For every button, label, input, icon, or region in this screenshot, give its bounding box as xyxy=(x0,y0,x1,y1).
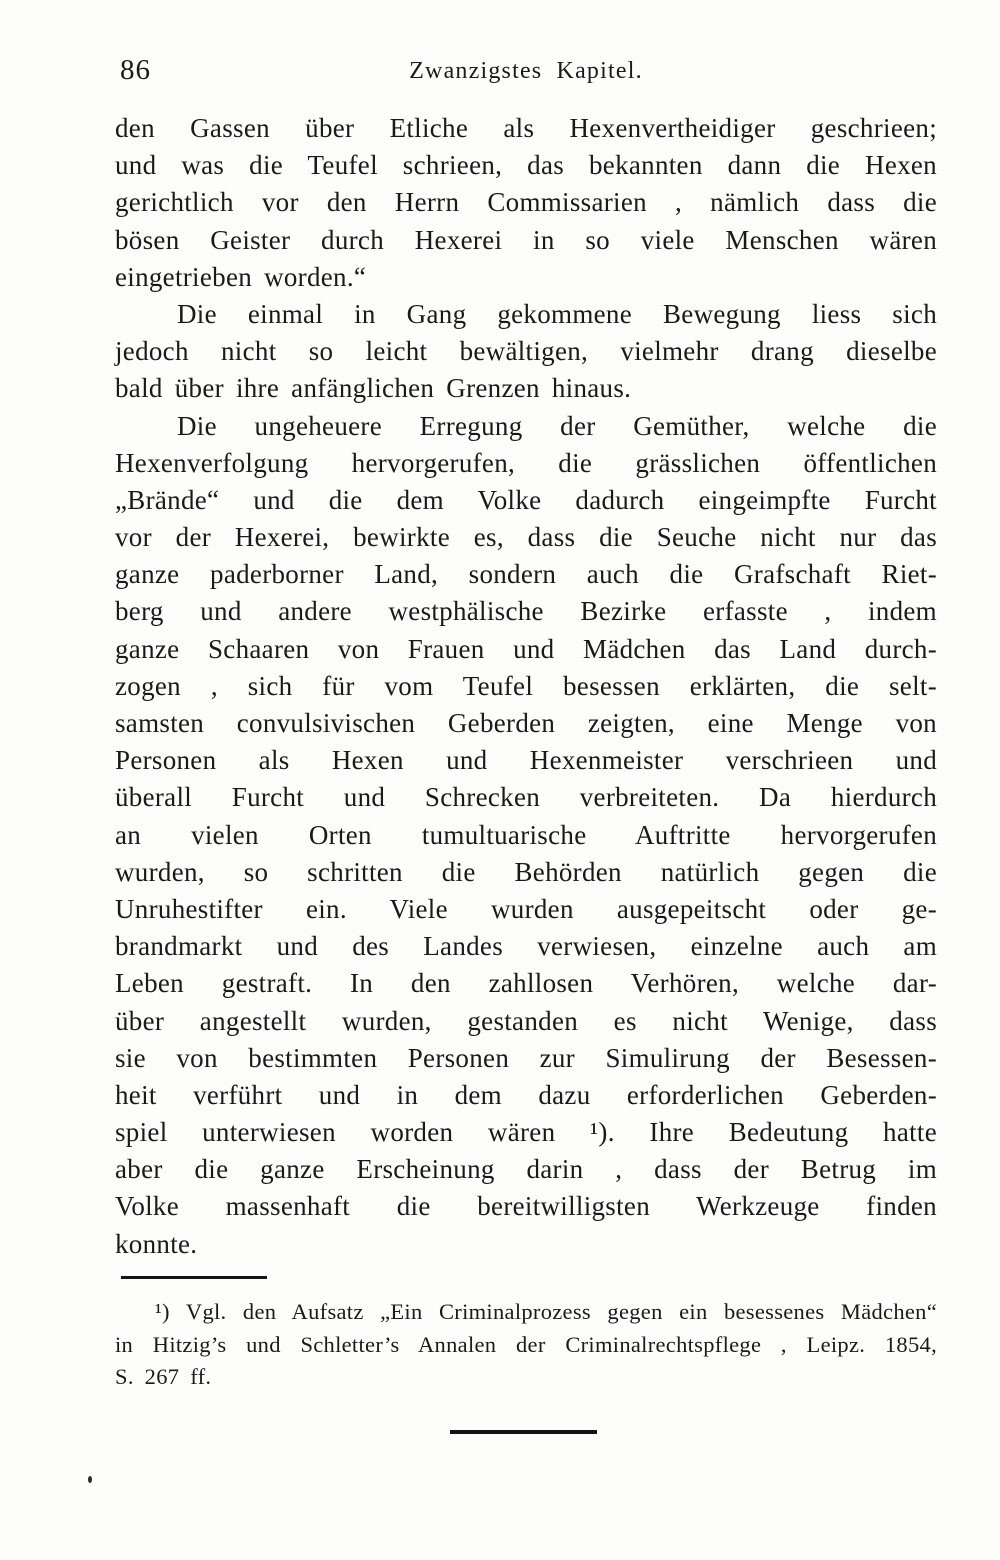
text-line: Die einmal in Gang gekommene Bewegung liess sich xyxy=(177,298,937,329)
text-line: ¹) Vgl. den Aufsatz „Ein Criminalprozess gegen ein besessenes Mädchen“ xyxy=(155,1299,937,1324)
text-line: Personen als Hexen und Hexenmeister verschrieen und xyxy=(115,745,937,776)
text-line: sie von bestimmten Personen zur Simulirung der Besessen- xyxy=(115,1042,937,1073)
text-line: über angestellt wurden, gestanden es nicht Wenige, dass xyxy=(115,1005,937,1036)
paragraph-movement xyxy=(115,296,937,408)
text-line: konnte. xyxy=(115,1228,198,1259)
text-line: Unruhestifter ein. Viele wurden ausgepeitscht oder ge- xyxy=(115,893,937,924)
text-line: bald über ihre anfänglichen Grenzen hinaus. xyxy=(115,373,632,404)
page-number: 86 xyxy=(120,54,151,86)
text-line: aber die ganze Erscheinung darin , dass der Betrug im xyxy=(115,1154,937,1185)
text-line: ganze Schaaren von Frauen und Mädchen das Land durch- xyxy=(115,633,937,664)
text-line: den Gassen über Etliche als Hexenvertheidiger geschrieen; xyxy=(115,113,937,143)
running-header xyxy=(115,52,937,92)
paragraph-continuation xyxy=(115,110,937,296)
text-line: gerichtlich vor den Herrn Commissarien , nämlich dass die xyxy=(115,187,937,218)
text-line: und was die Teufel schrieen, das bekannten dann die Hexen xyxy=(115,150,937,181)
text-line: vor der Hexerei, bewirkte es, dass die Seuche nicht nur das xyxy=(115,522,937,553)
text-line: „Brände“ und die dem Volke dadurch eingeimpfte Furcht xyxy=(115,484,937,515)
section-end-rule xyxy=(450,1430,597,1434)
text-line: Die ungeheuere Erregung der Gemüther, welche die xyxy=(177,410,937,441)
text-line: spiel unterwiesen worden wären ¹). Ihre Bedeutung hatte xyxy=(115,1117,937,1148)
text-line: Leben gestraft. In den zahllosen Verhören, welche dar- xyxy=(115,968,937,999)
text-line: zogen , sich für vom Teufel besessen erklärten, die selt- xyxy=(115,670,937,701)
footnote xyxy=(115,1296,937,1394)
text-line: ganze paderborner Land, sondern auch die Grafschaft Riet- xyxy=(115,559,937,590)
chapter-title: Zwanzigstes Kapitel. xyxy=(409,58,643,84)
text-line: eingetrieben worden.“ xyxy=(115,261,367,292)
text-line: an vielen Orten tumultuarische Auftritte hervorgerufen xyxy=(115,819,937,850)
text-line: samsten convulsivischen Geberden zeigten, eine Menge von xyxy=(115,708,937,738)
text-line: wurden, so schritten die Behörden natürlich gegen die xyxy=(115,856,937,887)
scan-ink-speck xyxy=(88,1476,92,1483)
text-line: Volke massenhaft die bereitwilligsten Werkzeuge finden xyxy=(115,1191,937,1222)
text-line: Hexenverfolgung hervorgerufen, die grässlichen öffentlichen xyxy=(115,447,937,478)
text-line: überall Furcht und Schrecken verbreiteten. Da hierdurch xyxy=(115,782,937,813)
paragraph-excitement xyxy=(115,408,937,1263)
text-line: jedoch nicht so leicht bewältigen, vielmehr drang dieselbe xyxy=(115,336,937,367)
text-line: berg und andere westphälische Bezirke erfasste , indem xyxy=(115,596,937,627)
text-line: heit verführt und in dem dazu erforderlichen Geberden- xyxy=(115,1079,937,1110)
footnote-separator-rule xyxy=(121,1276,267,1279)
text-line: bösen Geister durch Hexerei in so viele Menschen wären xyxy=(115,224,937,255)
text-line: S. 267 ff. xyxy=(115,1364,212,1389)
text-line: brandmarkt und des Landes verwiesen, einzelne auch am xyxy=(115,931,937,962)
text-line: in Hitzig’s und Schletter’s Annalen der Criminalrechtspflege , Leipz. 1854, xyxy=(115,1331,937,1357)
body-text xyxy=(115,110,937,1263)
